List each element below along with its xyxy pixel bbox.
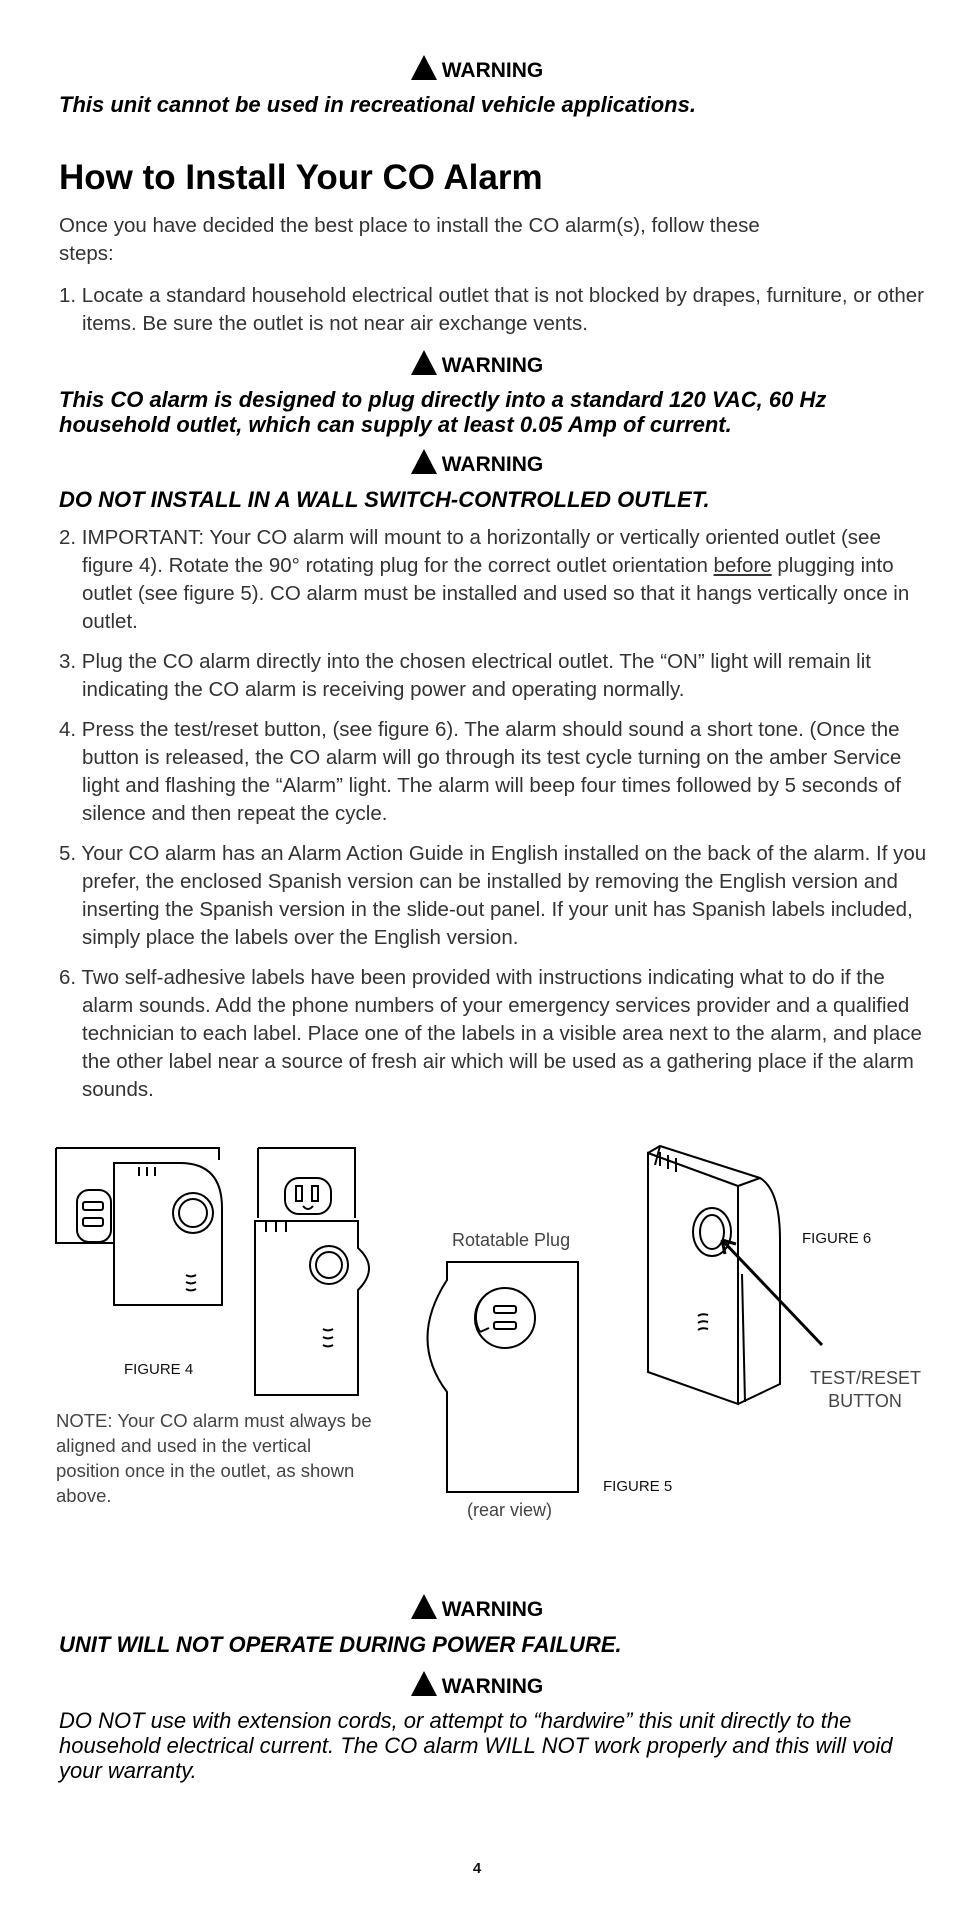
figure-4-horizontal-illustration: [56, 1148, 222, 1305]
step-5: 5. Your CO alarm has an Alarm Action Guide in English installed on the back of the alarm. If you prefer, the enclosed Spanish version can be installed by removing the English version and inserting the Spanish version in the slide-out panel. If your unit has Spanish labels included, simply place the labels over the English version.: [59, 842, 927, 949]
warning-rv: This unit cannot be used in recreational vehicle applications.: [59, 92, 696, 117]
test-reset-label: TEST/RESET BUTTON: [810, 1368, 922, 1411]
intro-text: Once you have decided the best place to install the CO alarm(s), follow these steps:: [59, 214, 760, 265]
figure-6-test-button-illustration: [648, 1146, 822, 1404]
step-3: 3. Plug the CO alarm directly into the chosen electrical outlet. The “ON” light will remain lit indicating the CO alarm is receiving power and operating normally.: [59, 650, 871, 701]
figure-5-rear-view-illustration: [428, 1262, 579, 1492]
figure-4-caption: FIGURE 4: [124, 1361, 194, 1378]
warning-heading: WARNING: [0, 55, 954, 83]
page-number: 4: [472, 1860, 482, 1877]
figure-5-caption: FIGURE 5: [603, 1478, 673, 1495]
warning-heading: WARNING: [0, 449, 954, 477]
warning-switch-outlet: DO NOT INSTALL IN A WALL SWITCH-CONTROLLED OUTLET.: [59, 487, 710, 512]
step-2: 2. IMPORTANT: Your CO alarm will mount to a horizontally or vertically oriented outlet (see figure 4). Rotate the 90° rotating plug for the correct outlet orientation before plugging into outlet (see figure 5). CO alarm must be installed and used so that it hangs vertically once in outlet.: [59, 526, 910, 633]
alignment-note: NOTE: Your CO alarm must always be aligned and used in the vertical position once in the outlet, as shown above.: [56, 1410, 372, 1506]
warning-heading: WARNING: [0, 350, 954, 378]
figure-6-caption: FIGURE 6: [802, 1230, 872, 1247]
page-title: How to Install Your CO Alarm: [59, 158, 543, 197]
rotatable-plug-label: Rotatable Plug: [452, 1230, 571, 1250]
step-1: 1. Locate a standard household electrical outlet that is not blocked by drapes, furniture, or other items. Be sure the outlet is not near air exchange vents.: [59, 284, 924, 335]
warning-triangle-icon: [411, 1671, 437, 1696]
warning-heading: WARNING: [0, 1594, 954, 1622]
figure-4-vertical-illustration: [255, 1148, 369, 1395]
step-6: 6. Two self-adhesive labels have been provided with instructions indicating what to do if the alarm sounds. Add the phone numbers of your emergency services provider and a qualified technician to each label. Place one of the labels in a visible area next to the alarm, and place the other label near a source of fresh air which will be used as a gathering place if the alarm sounds.: [59, 966, 922, 1101]
warning-extension-cords: DO NOT use with extension cords, or attempt to “hardwire” this unit directly to the household electrical current. The CO alarm WILL NOT work properly and this will void your warranty.: [59, 1708, 893, 1783]
warning-power-failure: UNIT WILL NOT OPERATE DURING POWER FAILURE.: [59, 1632, 622, 1657]
rear-view-label: (rear view): [467, 1500, 553, 1520]
warning-heading: WARNING: [0, 1671, 954, 1699]
warning-triangle-icon: [411, 1594, 437, 1619]
warning-outlet: This CO alarm is designed to plug directly into a standard 120 VAC, 60 Hz household outlet, which can supply at least 0.05 Amp of current.: [59, 387, 827, 437]
step-4: 4. Press the test/reset button, (see figure 6). The alarm should sound a short tone. (Once the button is released, the CO alarm will go through its test cycle turning on the amber Service light and flashing the “Alarm” light. The alarm will beep four times followed by 5 seconds of silence and then repeat the cycle.: [59, 718, 902, 825]
